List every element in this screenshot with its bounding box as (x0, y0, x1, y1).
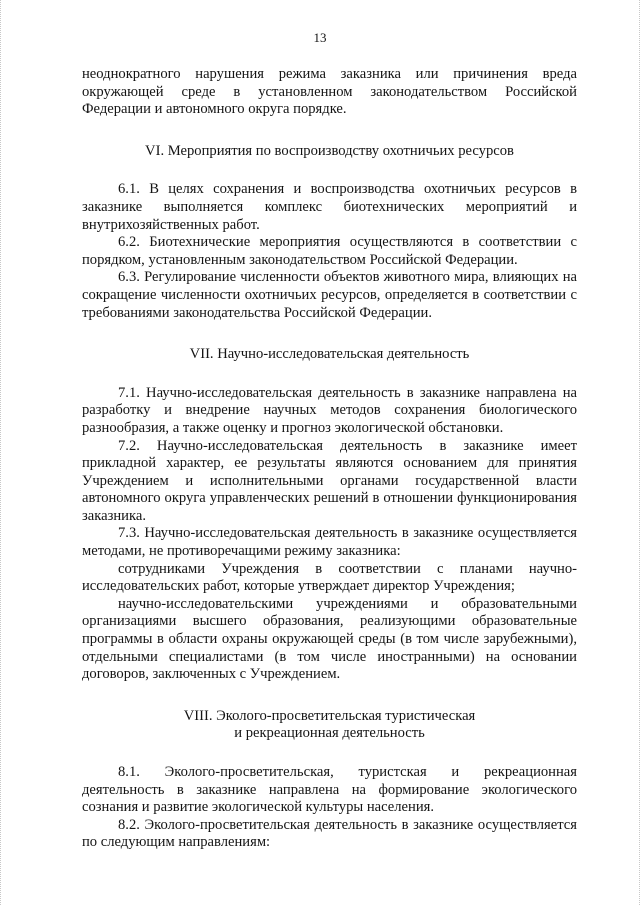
paragraph-8-1: 8.1. Эколого-просветительская, туристская и рекреационная деятельность в заказнике направлена на формирование экологического сознания и развитие экологической культуры населения. (82, 764, 577, 816)
paragraph-7-3-item-1: сотрудниками Учреждения в соответствии с планами научно-исследовательских работ, которые утверждает директор Учреждения; (82, 560, 577, 595)
section-8-title-line-2: и рекреационная деятельность (234, 725, 425, 742)
paragraph-8-2: 8.2. Эколого-просветительская деятельность в заказнике осуществляется по следующим направлениям: (82, 816, 577, 851)
paragraph-6-2: 6.2. Биотехнические мероприятия осуществляются в соответствии с порядком, установленным законодательством Российской Федерации. (82, 234, 577, 268)
paragraph-6-1: 6.1. В целях сохранения и воспроизводства охотничьих ресурсов в заказнике выполняется комплекс биотехнических мероприятий и внутрихозяйственных работ. (82, 181, 577, 233)
paragraph-7-2: 7.2. Научно-исследовательская деятельность в заказнике имеет прикладной характер, ее результаты являются основанием для принятия Учреждением и исполнительными органами государственной власти автономного округа управленческих решений в отношении функционирования заказника. (82, 437, 577, 524)
document-body (82, 66, 577, 852)
paragraph-7-3: 7.3. Научно-исследовательская деятельность в заказнике осуществляется методами, не противоречащими режиму заказника: (82, 525, 577, 560)
paragraph-7-3-item-2: научно-исследовательскими учреждениями и образовательными организациями высшего образования, реализующими образовательные программы в области охраны окружающей среды (в том числе зарубежными), отдельными специалистами (в том числе иностранными) на основании договоров, заключенных с Учреждением. (82, 595, 577, 683)
section-6-title: VI. Мероприятия по воспроизводству охотничьих ресурсов (145, 142, 514, 159)
page-number: 13 (313, 30, 327, 45)
paragraph-6-3: 6.3. Регулирование численности объектов животного мира, влияющих на сокращение численности охотничьих ресурсов, определяется в соответствии с требованиями законодательства Российской Федерации. (82, 269, 577, 321)
section-8-title-line-1: VIII. Эколого-просветительская туристическая (183, 707, 476, 724)
intro-paragraph: неоднократного нарушения режима заказника или причинения вреда окружающей среде в установленном законодательством Российской Федерации и автономного округа порядке. (82, 66, 577, 118)
paragraph-7-1: 7.1. Научно-исследовательская деятельность в заказнике направлена на разработку и внедрение научных методов сохранения биологического разнообразия, а также оценку и прогноз экологической обстановки. (82, 384, 577, 436)
section-7-title: VII. Научно-исследовательская деятельность (189, 346, 470, 363)
